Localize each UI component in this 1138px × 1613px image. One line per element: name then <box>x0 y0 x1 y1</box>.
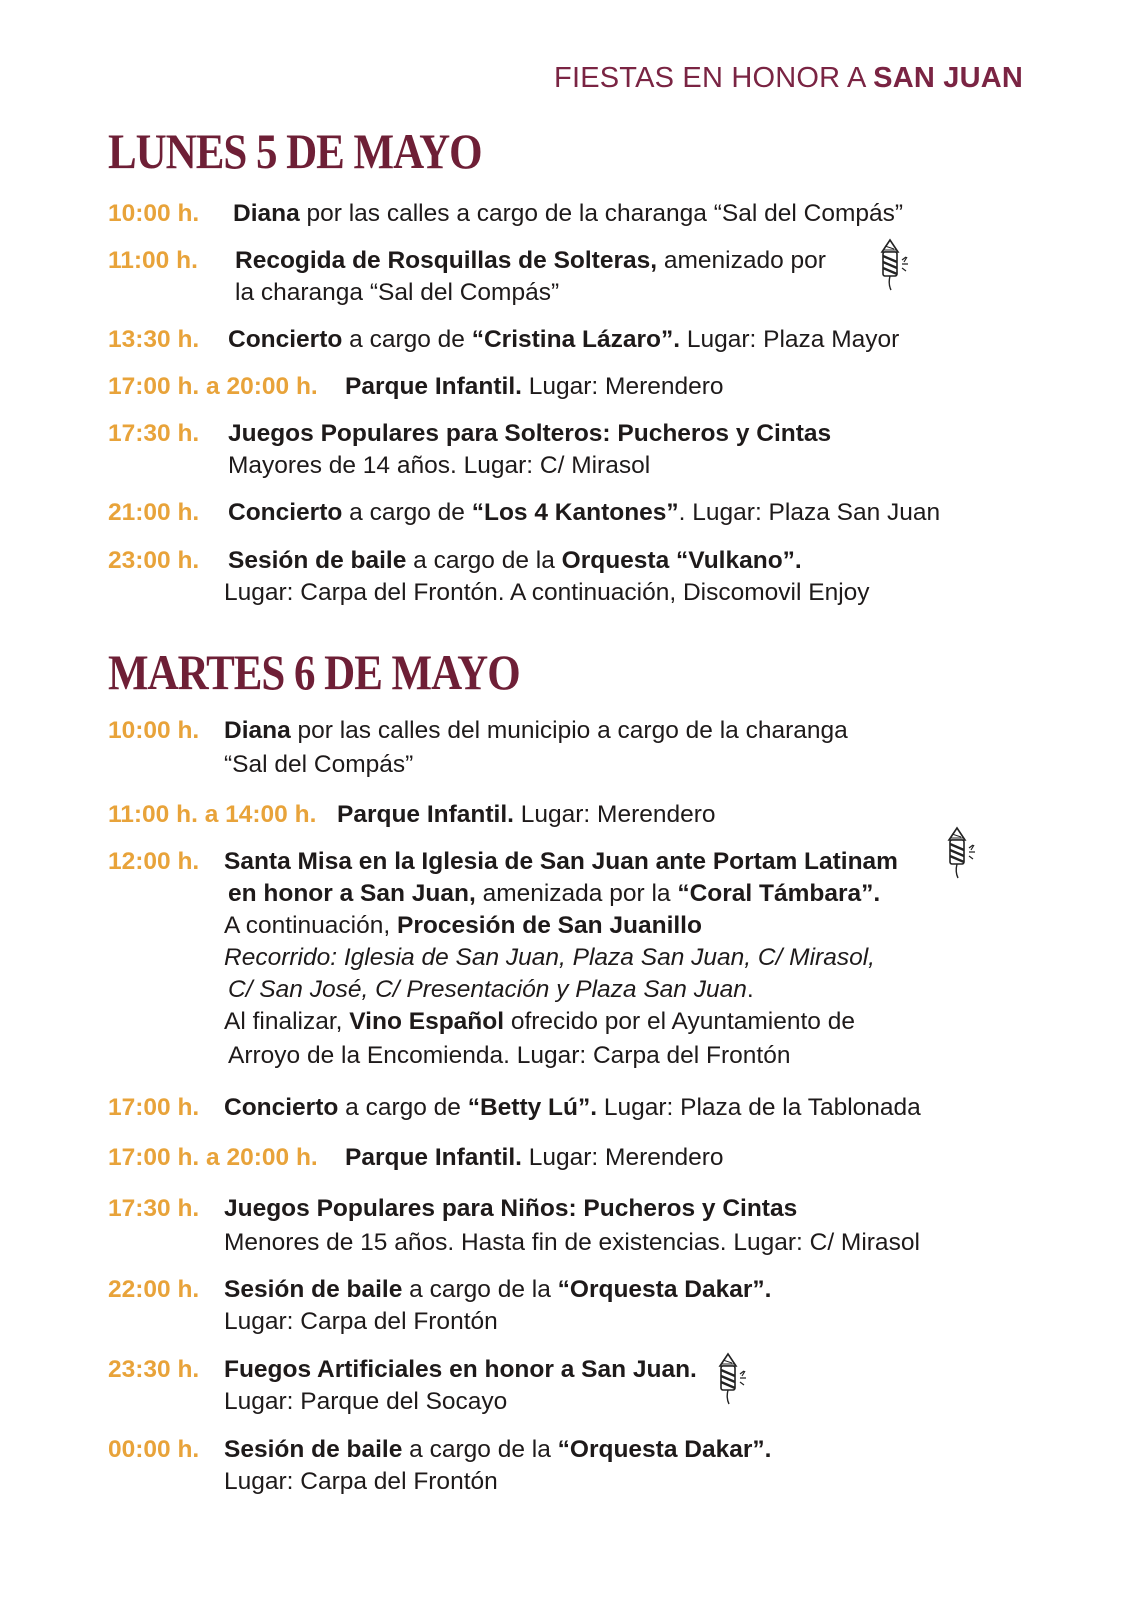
event-time: 17:30 h. <box>108 1195 200 1222</box>
event-desc-line2: Lugar: Parque del Socayo <box>224 1388 508 1415</box>
event-desc-line6: Al finalizar, Vino Español ofrecido por el Ayuntamiento de <box>224 1008 855 1035</box>
event-time: 11:00 h. a 14:00 h. <box>108 801 317 828</box>
event-desc: Juegos Populares para Solteros: Pucheros y Cintas <box>228 420 832 447</box>
event-time: 13:30 h. <box>108 326 200 353</box>
event-time: 23:00 h. <box>108 547 200 574</box>
event-desc: Sesión de baile a cargo de la “Orquesta Dakar”. <box>224 1436 772 1463</box>
event-time: 17:00 h. a 20:00 h. <box>108 373 318 400</box>
event-time: 22:00 h. <box>108 1276 200 1303</box>
event-desc-line2: Menores de 15 años. Hasta fin de existencias. Lugar: C/ Mirasol <box>224 1229 920 1256</box>
event-desc: Sesión de baile a cargo de la Orquesta “Vulkano”. <box>228 547 802 574</box>
header-prefix: FIESTAS EN HONOR A <box>554 62 874 94</box>
event-desc-line2: en honor a San Juan, amenizada por la “Coral Támbara”. <box>228 880 881 907</box>
event-desc: Recogida de Rosquillas de Solteras, amenizado por <box>235 247 826 274</box>
event-desc-line2: Lugar: Carpa del Frontón. A continuación, Discomovil Enjoy <box>224 579 870 606</box>
day-title-lunes: LUNES 5 DE MAYO <box>108 123 482 179</box>
event-desc-line2: “Sal del Compás” <box>224 751 414 778</box>
event-time: 17:00 h. <box>108 1094 200 1121</box>
event-time: 17:00 h. a 20:00 h. <box>108 1144 318 1171</box>
event-desc: Santa Misa en la Iglesia de San Juan ante Portam Latinam <box>224 848 898 875</box>
event-time: 10:00 h. <box>108 200 200 227</box>
event-time: 23:30 h. <box>108 1356 200 1383</box>
firework-rocket-icon <box>716 1352 750 1406</box>
firework-rocket-icon <box>878 238 912 292</box>
event-time: 17:30 h. <box>108 420 200 447</box>
event-desc: Parque Infantil. Lugar: Merendero <box>345 373 724 400</box>
event-desc: Juegos Populares para Niños: Pucheros y Cintas <box>224 1195 798 1222</box>
event-desc: Parque Infantil. Lugar: Merendero <box>345 1144 724 1171</box>
event-desc: Parque Infantil. Lugar: Merendero <box>337 801 716 828</box>
day-title-martes: MARTES 6 DE MAYO <box>108 644 520 700</box>
page-header <box>554 62 1023 95</box>
event-time: 10:00 h. <box>108 717 200 744</box>
event-desc-line2: Lugar: Carpa del Frontón <box>224 1308 498 1335</box>
event-desc-line2: la charanga “Sal del Compás” <box>235 279 560 306</box>
event-desc-line2: Mayores de 14 años. Lugar: C/ Mirasol <box>228 452 651 479</box>
event-desc-line5: C/ San José, C/ Presentación y Plaza San Juan. <box>228 976 754 1003</box>
event-desc: Sesión de baile a cargo de la “Orquesta Dakar”. <box>224 1276 772 1303</box>
event-time: 11:00 h. <box>108 247 198 274</box>
event-desc: Fuegos Artificiales en honor a San Juan. <box>224 1356 697 1383</box>
event-time: 00:00 h. <box>108 1436 200 1463</box>
event-desc-line3: A continuación, Procesión de San Juanillo <box>224 912 702 939</box>
event-desc-line7: Arroyo de la Encomienda. Lugar: Carpa del Frontón <box>228 1042 791 1069</box>
event-desc-line4: Recorrido: Iglesia de San Juan, Plaza San Juan, C/ Mirasol, <box>224 944 875 971</box>
firework-rocket-icon <box>945 826 979 880</box>
event-desc-line2: Lugar: Carpa del Frontón <box>224 1468 498 1495</box>
event-desc: Concierto a cargo de “Betty Lú”. Lugar: Plaza de la Tablonada <box>224 1094 921 1121</box>
header-strong: SAN JUAN <box>873 62 1023 94</box>
event-desc: Diana por las calles del municipio a cargo de la charanga <box>224 717 848 744</box>
event-time: 12:00 h. <box>108 848 200 875</box>
event-desc: Diana por las calles a cargo de la charanga “Sal del Compás” <box>233 200 904 227</box>
event-desc: Concierto a cargo de “Cristina Lázaro”. Lugar: Plaza Mayor <box>228 326 900 353</box>
event-time: 21:00 h. <box>108 499 200 526</box>
event-desc: Concierto a cargo de “Los 4 Kantones”. Lugar: Plaza San Juan <box>228 499 941 526</box>
